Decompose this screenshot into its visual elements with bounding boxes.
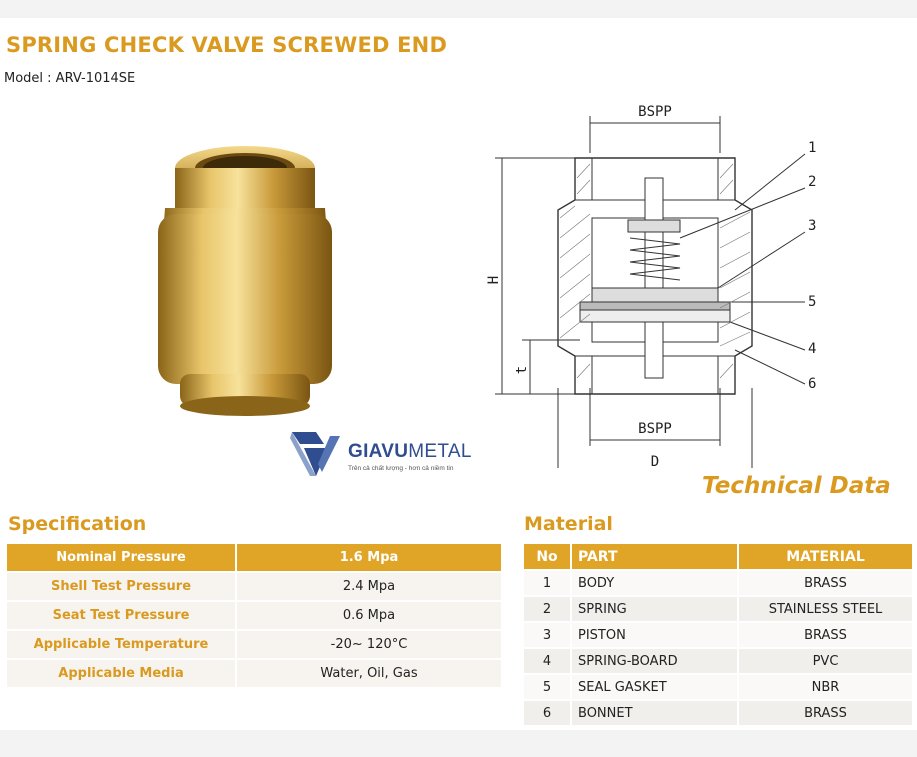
callout-1: 1 <box>808 140 817 156</box>
spec-value: -20~ 120°C <box>237 631 501 658</box>
technical-data-heading: Technical Data <box>702 473 891 499</box>
spec-value: Water, Oil, Gas <box>237 660 501 687</box>
row-material: NBR <box>739 675 912 699</box>
row-part: BONNET <box>572 701 737 725</box>
spec-header-label: Nominal Pressure <box>7 544 235 571</box>
row-no: 5 <box>524 675 570 699</box>
spec-label: Shell Test Pressure <box>7 573 235 600</box>
spec-label: Seat Test Pressure <box>7 602 235 629</box>
row-part: SPRING-BOARD <box>572 649 737 673</box>
logo-wordmark <box>348 441 472 463</box>
callout-3: 3 <box>808 218 817 234</box>
row-part: SPRING <box>572 597 737 621</box>
col-part: PART <box>572 544 737 569</box>
datasheet-page <box>0 18 917 730</box>
spec-label: Applicable Temperature <box>7 631 235 658</box>
table-row <box>524 571 912 595</box>
row-part: SEAL GASKET <box>572 675 737 699</box>
row-material: BRASS <box>739 701 912 725</box>
callout-5: 5 <box>808 294 817 310</box>
table-row <box>7 573 501 600</box>
material-table <box>522 542 914 727</box>
material-header-row <box>524 544 912 569</box>
height-label: H <box>486 275 502 285</box>
col-material: MATERIAL <box>739 544 912 569</box>
table-row <box>524 701 912 725</box>
logo-tagline: Trên cả chất lượng - hơn cả niềm tin <box>348 465 454 472</box>
specification-heading: Specification <box>8 513 147 535</box>
page-title: SPRING CHECK VALVE SCREWED END <box>6 33 448 57</box>
table-row <box>524 623 912 647</box>
spec-header-row <box>7 544 501 571</box>
callout-6: 6 <box>808 376 817 392</box>
logo-name-a: GIAVU <box>348 441 409 462</box>
row-part: PISTON <box>572 623 737 647</box>
row-material: PVC <box>739 649 912 673</box>
spec-value: 0.6 Mpa <box>237 602 501 629</box>
cross-section-drawing <box>480 88 840 468</box>
row-no: 3 <box>524 623 570 647</box>
row-material: STAINLESS STEEL <box>739 597 912 621</box>
width-label: D <box>650 454 660 468</box>
row-material: BRASS <box>739 623 912 647</box>
col-no: No <box>524 544 570 569</box>
table-row <box>524 649 912 673</box>
model-number: Model : ARV-1014SE <box>4 71 136 86</box>
table-row <box>7 660 501 687</box>
row-no: 1 <box>524 571 570 595</box>
table-row <box>7 631 501 658</box>
specification-table <box>5 542 503 689</box>
logo-mark-icon <box>290 428 342 480</box>
row-material: BRASS <box>739 571 912 595</box>
thread-label: t <box>514 365 530 375</box>
spec-value: 2.4 Mpa <box>237 573 501 600</box>
spec-label: Applicable Media <box>7 660 235 687</box>
table-row <box>524 597 912 621</box>
row-no: 6 <box>524 701 570 725</box>
callout-2: 2 <box>808 174 817 190</box>
table-row <box>7 602 501 629</box>
brand-logo <box>290 428 490 484</box>
table-row <box>524 675 912 699</box>
spec-header-value: 1.6 Mpa <box>237 544 501 571</box>
bottom-bspp-label: BSPP <box>638 421 672 437</box>
material-heading: Material <box>524 513 613 535</box>
row-no: 2 <box>524 597 570 621</box>
row-part: BODY <box>572 571 737 595</box>
logo-name-b: METAL <box>408 441 472 462</box>
row-no: 4 <box>524 649 570 673</box>
top-bspp-label: BSPP <box>638 104 672 120</box>
valve-photo <box>150 138 350 418</box>
callout-4: 4 <box>808 341 817 357</box>
